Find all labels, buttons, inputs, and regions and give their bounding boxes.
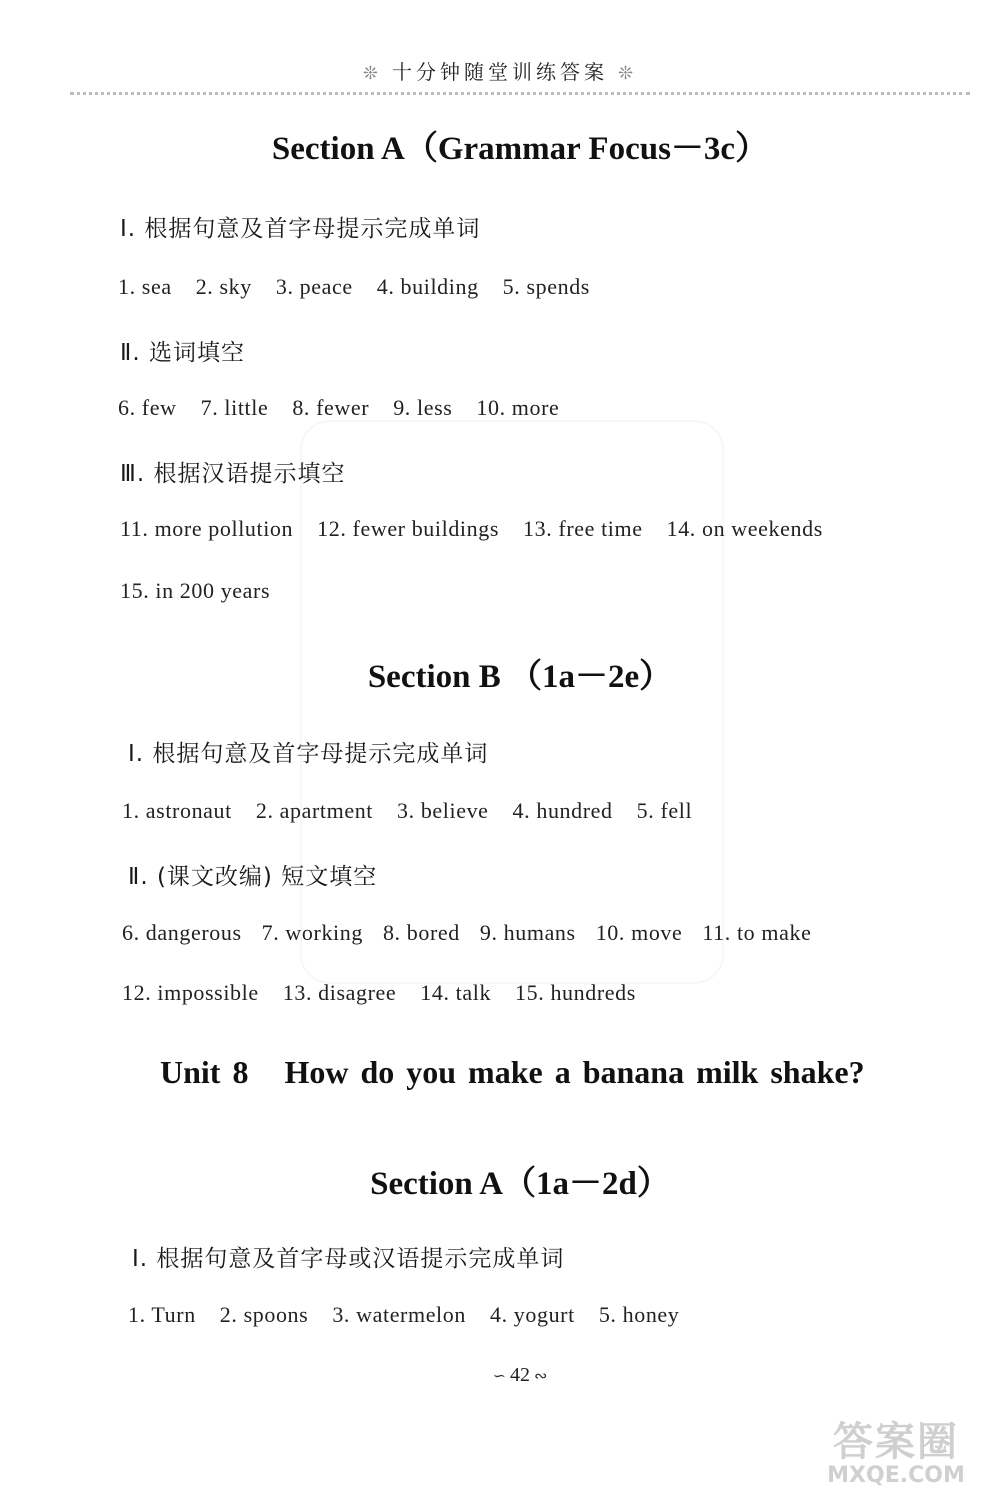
part-heading: Ⅱ. (课文改编) 短文填空 xyxy=(128,864,378,890)
answer-item: 10. more xyxy=(476,395,560,420)
answer-item: 11. more pollution xyxy=(120,516,294,541)
answer-line xyxy=(128,1302,703,1328)
answer-item: 7. working xyxy=(261,920,363,945)
answer-item: 4. building xyxy=(376,274,479,299)
watermark-url: MXQE.COM xyxy=(827,1463,965,1488)
answer-line xyxy=(122,980,660,1006)
answer-item: 8. bored xyxy=(382,920,460,945)
answer-item: 13. free time xyxy=(523,516,643,541)
answer-item: 8. fewer xyxy=(292,395,370,420)
answer-line xyxy=(122,798,716,824)
answer-item: 5. fell xyxy=(636,798,693,823)
footer-ornament-left-icon: ∽ xyxy=(492,1368,506,1385)
part-heading: Ⅰ. 根据句意及首字母提示完成单词 xyxy=(120,216,481,242)
answer-item: 15. hundreds xyxy=(515,980,636,1005)
answer-item: 2. sky xyxy=(195,274,252,299)
answer-item: 10. move xyxy=(595,920,683,945)
part-heading: Ⅰ. 根据句意及首字母提示完成单词 xyxy=(128,741,489,767)
answer-item: 5. spends xyxy=(502,274,590,299)
answer-item: 13. disagree xyxy=(282,980,397,1005)
answer-item: 9. humans xyxy=(479,920,576,945)
header-title: 十分钟随堂训练答案 xyxy=(392,60,608,84)
answer-item: 14. talk xyxy=(420,980,492,1005)
answer-item: 4. hundred xyxy=(512,798,613,823)
answer-item: 12. impossible xyxy=(122,980,259,1005)
part-heading: Ⅲ. 根据汉语提示填空 xyxy=(120,461,346,487)
answer-item: 12. fewer buildings xyxy=(317,516,500,541)
answer-item: 3. believe xyxy=(397,798,489,823)
answer-item: 1. sea xyxy=(118,274,172,299)
header-divider xyxy=(70,92,970,95)
part-heading: Ⅱ. 选词填空 xyxy=(120,340,245,366)
answer-line xyxy=(120,516,847,542)
answer-item: 3. peace xyxy=(275,274,353,299)
answer-line xyxy=(122,920,811,946)
unit-title xyxy=(160,1054,865,1091)
answer-item: 3. watermelon xyxy=(332,1302,466,1327)
background-watermark xyxy=(300,420,724,984)
answer-item: 4. yogurt xyxy=(489,1302,575,1327)
footer-ornament-right-icon: ∾ xyxy=(534,1368,548,1385)
unit-number: Unit 8 xyxy=(160,1054,249,1090)
answer-line xyxy=(118,274,614,300)
answer-item: 6. few xyxy=(118,395,177,420)
answer-item: 7. little xyxy=(200,395,269,420)
part-heading: Ⅰ. 根据句意及首字母或汉语提示完成单词 xyxy=(132,1246,565,1272)
unit-heading: How do you make a banana milk shake? xyxy=(284,1054,865,1090)
answer-line xyxy=(120,578,294,604)
answer-item: 6. dangerous xyxy=(122,920,242,945)
answer-item: 1. astronaut xyxy=(122,798,232,823)
section-title: Section A（Grammar Focus－3c） xyxy=(271,131,769,167)
answer-item: 1. Turn xyxy=(128,1302,196,1327)
answer-item: 15. in 200 years xyxy=(120,578,271,603)
answer-item: 2. apartment xyxy=(255,798,374,823)
answer-item: 2. spoons xyxy=(219,1302,309,1327)
page-header xyxy=(0,56,1000,85)
header-ornament-right-icon: ❊ xyxy=(618,63,638,84)
answer-item: 9. less xyxy=(393,395,453,420)
section-title: Section B （1a－2e） xyxy=(367,659,673,695)
page-footer xyxy=(0,1364,1000,1387)
page-number: 42 xyxy=(510,1364,530,1386)
answer-item: 14. on weekends xyxy=(666,516,823,541)
section-title: Section A（1a－2d） xyxy=(370,1166,670,1202)
answer-item: 5. honey xyxy=(598,1302,680,1327)
watermark-logo xyxy=(806,1420,986,1492)
header-ornament-left-icon: ❊ xyxy=(362,63,382,84)
answer-line xyxy=(118,395,583,421)
watermark-logo-text: 答案圈 xyxy=(833,1419,959,1465)
answer-item: 11. to make xyxy=(702,920,812,945)
